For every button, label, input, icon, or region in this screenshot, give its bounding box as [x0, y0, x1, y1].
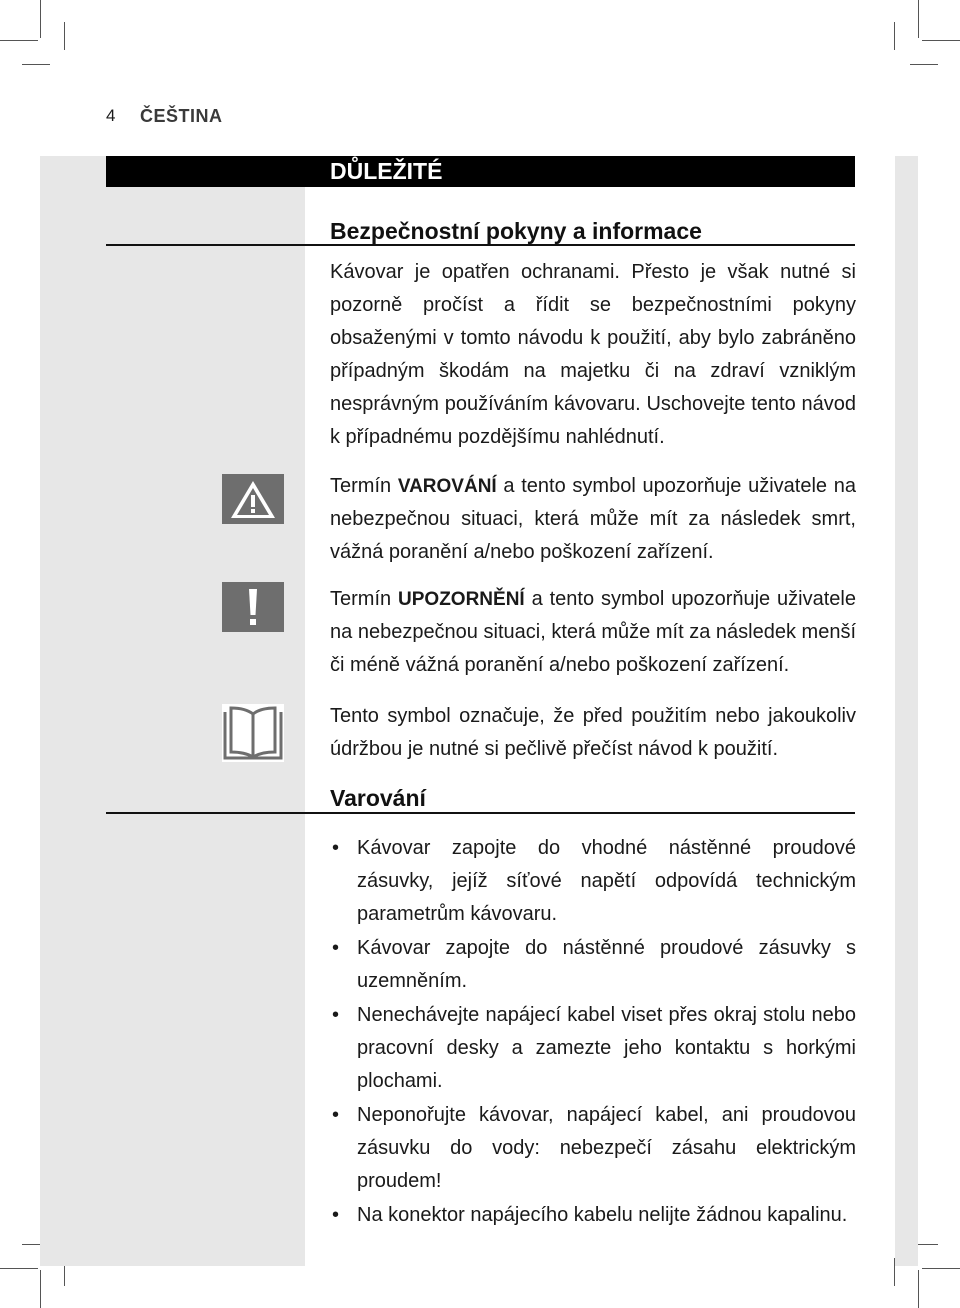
- crop-mark: [922, 40, 960, 41]
- crop-mark: [0, 1268, 38, 1269]
- list-item: • Kávovar zapojte do nástěnné proudové zásuvky s uzemněním.: [330, 932, 856, 998]
- crop-mark: [22, 64, 50, 65]
- varovani-section-title: Varování: [330, 785, 426, 811]
- crop-mark: [922, 1268, 960, 1269]
- section-banner: [106, 156, 855, 187]
- list-item: • Na konektor napájecího kabelu nelijte žádnou kapalinu.: [330, 1199, 856, 1232]
- crop-mark: [64, 22, 65, 50]
- crop-mark: [0, 40, 38, 41]
- section-rule: [106, 244, 855, 246]
- caution-prefix: Termín: [330, 588, 399, 610]
- crop-mark: [918, 0, 919, 38]
- list-item: • Kávovar zapojte do vhodné nástěnné proudové zásuvky, jejíž síťové napětí odpovídá technickým parametrům kávovaru.: [330, 832, 856, 931]
- warning-paragraph: [330, 470, 856, 569]
- warning-keyword: VAROVÁNÍ: [397, 476, 497, 497]
- open-book-icon: [222, 704, 284, 762]
- crop-mark: [40, 1270, 41, 1308]
- banner-title: DŮLEŽITÉ: [330, 158, 443, 184]
- varovani-list: [330, 832, 856, 1233]
- right-edge-strip: [895, 156, 918, 1266]
- list-item: • Neponořujte kávovar, napájecí kabel, ani proudovou zásuvku do vody: nebezpečí zásahu elektrickým proudem!: [330, 1099, 856, 1198]
- caution-paragraph: [330, 583, 856, 682]
- exclamation-icon: [222, 582, 284, 632]
- crop-mark: [918, 1270, 919, 1308]
- warning-triangle-icon: [222, 474, 284, 524]
- caution-text: a tento symbol upozorňuje uživatele na nebezpečnou situaci, která může mít za následek menší či méně vážná poranění a/nebo poškození zařízení.: [330, 588, 856, 676]
- list-item: • Nenechávejte napájecí kabel viset přes okraj stolu nebo pracovní desky a zamezte jeho kontaktu s horkými plochami.: [330, 999, 856, 1098]
- intro-paragraph: Kávovar je opatřen ochranami. Přesto je však nutné si pozorně pročíst a řídit se bezpečnostními pokyny obsaženými v tomto návodu k použití, aby bylo zabráněno případným škodám na majetku či na zdraví vzniklým nesprávným používáním kávovaru. Uschovejte tento návod k případnému pozdějšímu nahlédnutí.: [330, 261, 856, 448]
- section-rule: [106, 812, 855, 814]
- warning-text: a tento symbol upozorňuje uživatele na nebezpečnou situaci, která může mít za následek smrt, vážná poranění a/nebo poškození zařízení.: [330, 475, 856, 563]
- page-number: 4: [106, 106, 116, 125]
- caution-keyword: UPOZORNĚNÍ: [398, 589, 525, 610]
- crop-mark: [894, 22, 895, 50]
- warning-prefix: Termín: [330, 475, 398, 497]
- crop-mark: [40, 0, 41, 38]
- safety-section-title: Bezpečnostní pokyny a informace: [330, 218, 702, 244]
- language-label: ČEŠTINA: [140, 106, 223, 126]
- crop-mark: [910, 64, 938, 65]
- manual-paragraph: Tento symbol označuje, že před použitím nebo jakoukoliv údržbou je nutné si pečlivě přečíst návod k použití.: [330, 705, 856, 760]
